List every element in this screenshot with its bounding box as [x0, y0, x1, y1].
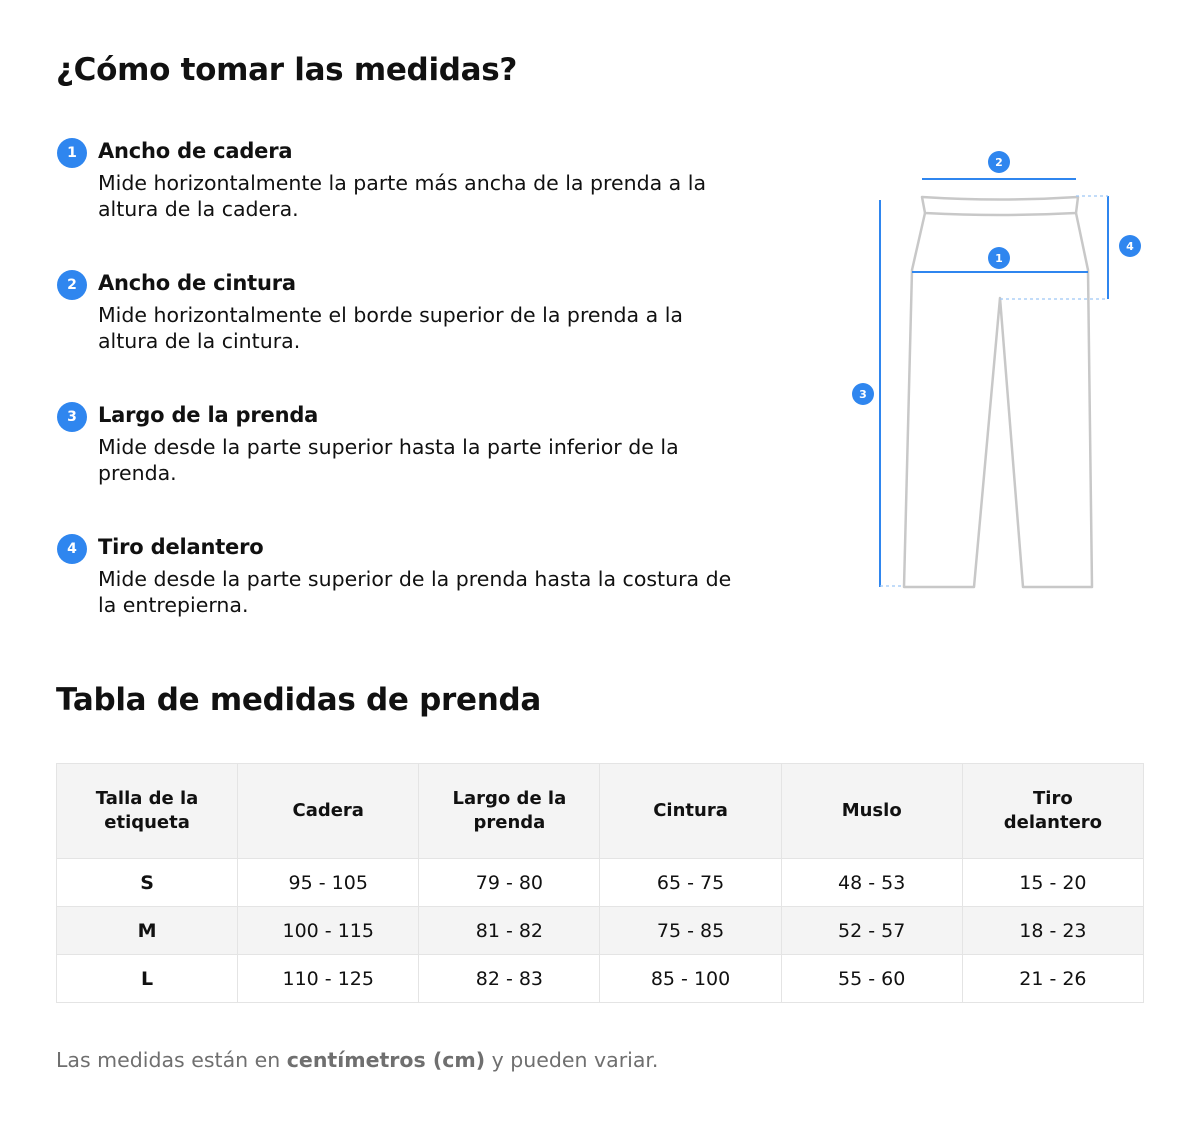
table-cell: 110 - 125	[238, 955, 419, 1003]
column-header: Cintura	[600, 764, 781, 859]
pants-measurement-diagram	[840, 140, 1160, 600]
step-description: Mide desde la parte superior de la prenda hasta la costura de la entrepierna.	[98, 567, 732, 617]
table-cell: 55 - 60	[781, 955, 962, 1003]
marker-4-label: 4	[1126, 240, 1134, 253]
note-units: centímetros (cm)	[286, 1048, 486, 1072]
page-title: ¿Cómo tomar las medidas?	[56, 52, 518, 88]
step-number-badge: 2	[57, 270, 87, 300]
marker-1-label: 1	[995, 252, 1003, 265]
step-hip-width	[56, 136, 746, 268]
step-title: Ancho de cintura	[98, 271, 296, 295]
step-number-badge: 3	[57, 402, 87, 432]
table-cell: 82 - 83	[419, 955, 600, 1003]
table-cell: 65 - 75	[600, 859, 781, 907]
table-header-row	[57, 764, 1144, 859]
column-header: Talla de la etiqueta	[57, 764, 238, 859]
step-number-badge: 1	[57, 138, 87, 168]
measurement-steps	[56, 136, 746, 664]
table-cell: 95 - 105	[238, 859, 419, 907]
table-cell: 52 - 57	[781, 907, 962, 955]
table-cell: 75 - 85	[600, 907, 781, 955]
table-cell: 79 - 80	[419, 859, 600, 907]
table-row	[57, 955, 1144, 1003]
column-header: Cadera	[238, 764, 419, 859]
size-cell: L	[57, 955, 238, 1003]
table-cell: 100 - 115	[238, 907, 419, 955]
step-description: Mide horizontalmente el borde superior de la prenda a la altura de la cintura.	[98, 303, 683, 353]
step-title: Tiro delantero	[98, 535, 264, 559]
table-row	[57, 859, 1144, 907]
note-prefix: Las medidas están en	[56, 1048, 287, 1072]
column-header: Tiro delantero	[962, 764, 1143, 859]
table-title: Tabla de medidas de prenda	[56, 682, 541, 718]
measure-lines	[880, 179, 1108, 587]
step-front-rise	[56, 532, 746, 664]
size-cell: S	[57, 859, 238, 907]
note-suffix: y pueden variar.	[485, 1048, 659, 1072]
table-cell: 15 - 20	[962, 859, 1143, 907]
diagram-markers	[852, 151, 1141, 405]
table-row	[57, 907, 1144, 955]
table-cell: 21 - 26	[962, 955, 1143, 1003]
marker-3-label: 3	[859, 388, 867, 401]
column-header: Muslo	[781, 764, 962, 859]
units-note	[56, 1046, 658, 1074]
table-cell: 18 - 23	[962, 907, 1143, 955]
column-header: Largo de la prenda	[419, 764, 600, 859]
step-title: Ancho de cadera	[98, 139, 293, 163]
marker-2-label: 2	[995, 156, 1003, 169]
size-cell: M	[57, 907, 238, 955]
step-number-badge: 4	[57, 534, 87, 564]
step-garment-length	[56, 400, 746, 532]
step-waist-width	[56, 268, 746, 400]
step-description: Mide horizontalmente la parte más ancha de la prenda a la altura de la cadera.	[98, 171, 707, 221]
size-table	[56, 763, 1144, 1003]
step-title: Largo de la prenda	[98, 403, 319, 427]
table-cell: 48 - 53	[781, 859, 962, 907]
table-cell: 85 - 100	[600, 955, 781, 1003]
step-description: Mide desde la parte superior hasta la parte inferior de la prenda.	[98, 435, 679, 485]
table-cell: 81 - 82	[419, 907, 600, 955]
